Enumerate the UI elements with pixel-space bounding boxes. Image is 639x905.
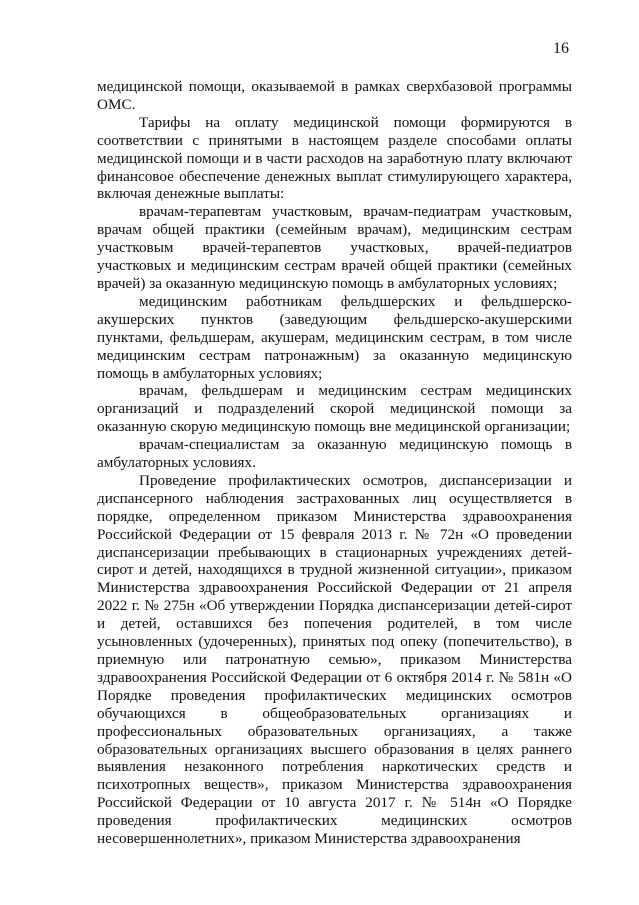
paragraph: медицинской помощи, оказываемой в рамках сверхбазовой программы ОМС. <box>97 78 572 113</box>
paragraph: Тарифы на оплату медицинской помощи формируются в соответствии с принятыми в настоящем разделе способами оплаты медицинской помощи и в части расходов на заработную плату включают финансовое обеспечение денежных выплат стимулирующего характера, включая денежные выплаты: <box>97 113 572 203</box>
document-body <box>97 78 572 848</box>
paragraph: врачам, фельдшерам и медицинским сестрам медицинских организаций и подразделений скорой медицинской помощи за оказанную скорую медицинскую помощь вне медицинской организации; <box>97 382 572 436</box>
paragraph: медицинским работникам фельдшерских и фельдшерско-акушерских пунктов (заведующим фельдшерско-акушерскими пунктами, фельдшерам, акушерам, медицинским сестрам, в том числе медицинским сестрам патронажным) за оказанную медицинскую помощь в амбулаторных условиях; <box>97 292 572 382</box>
paragraph: врачам-терапевтам участковым, врачам-педиатрам участковым, врачам общей практики (семейным врачам), медицинским сестрам участковым врачей-терапевтов участковых, врачей-педиатров участковых и медицинским сестрам врачей общей практики (семейных врачей) за оказанную медицинскую помощь в амбулаторных условиях; <box>97 203 572 292</box>
page-number: 16 <box>553 40 569 57</box>
paragraph: Проведение профилактических осмотров, диспансеризации и диспансерного наблюдения застрахованных лиц осуществляется в порядке, определенном приказом Министерства здравоохранения Российской Федерации от 15 февраля 2013 г. № 72н «О проведении диспансеризации пребывающих в стационарных учреждениях детей-сирот и детей, находящихся в трудной жизненной ситуации», приказом Министерства здравоохранения Российской Федерации от 21 апреля 2022 г. № 275н «Об утверждении Порядка диспансеризации детей-сирот и детей, оставшихся без попечения родителей, в том числе усыновленных (удочеренных), принятых под опеку (попечительство), в приемную или патронатную семью», приказом Министерства здравоохранения Российской Федерации от 6 октября 2014 г. № 581н «О Порядке проведения профилактических медицинских осмотров обучающихся в общеобразовательных организациях и профессиональных образовательных организациях, а также образовательных организациях высшего образования в целях раннего выявления незаконного потребления наркотических средств и психотропных веществ», приказом Министерства здравоохранения Российской Федерации от 10 августа 2017 г. № 514н «О Порядке проведения профилактических медицинских осмотров несовершеннолетних», приказом Министерства здравоохранения <box>97 471 572 848</box>
paragraph: врачам-специалистам за оказанную медицинскую помощь в амбулаторных условиях. <box>97 436 572 472</box>
